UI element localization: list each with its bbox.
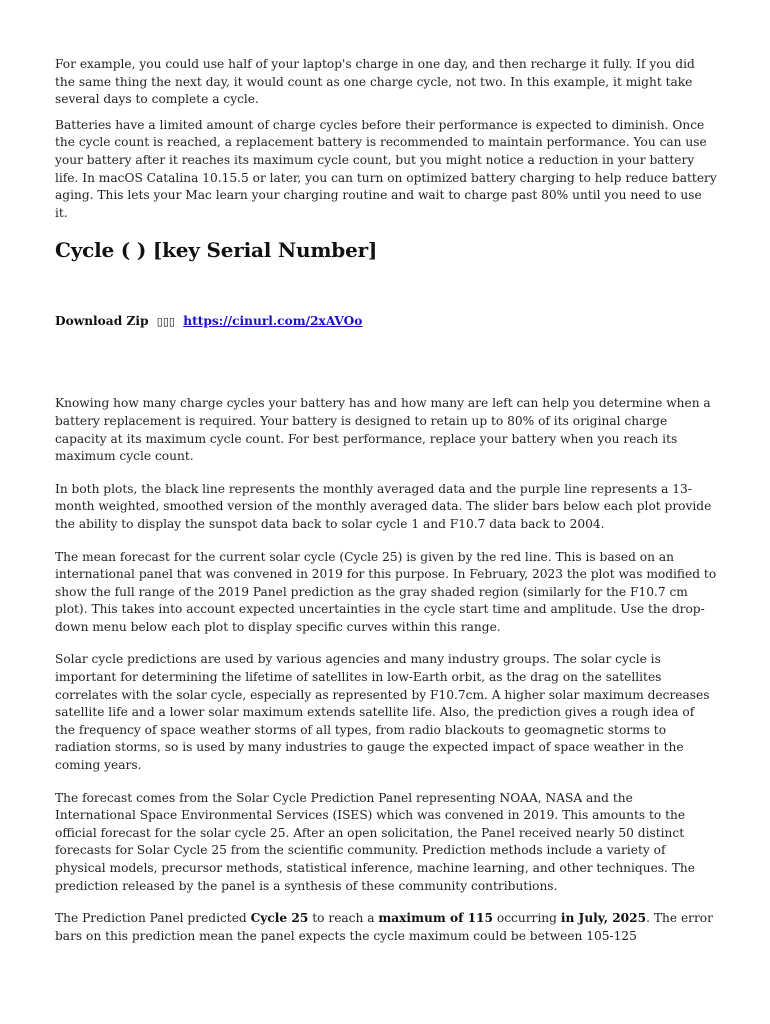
p6-text-2: to reach a	[308, 911, 379, 926]
body-paragraph-4: Solar cycle predictions are used by various agencies and many industry groups. The solar cycle is important for determining the lifetime of satellites in low-Earth orbit, as the drag on the satellites correlates with the solar cycle, especially as represented by F10.7cm. A higher solar maximum decreases satellite life and a lower solar maximum extends satellite life. Also, the prediction gives a rough idea of the frequency of space weather storms of all types, from radio blackouts to geomagnetic storms to radiation storms, so is used by many industries to gauge the expected impact of space weather in the coming years.	[55, 652, 710, 773]
p6-bold-cycle: Cycle 25	[250, 911, 309, 926]
missing-glyph-icon: ▯▯▯	[156, 315, 175, 329]
page-heading: Cycle ( ) [key Serial Number]	[55, 238, 378, 263]
body-paragraph-3: The mean forecast for the current solar cycle (Cycle 25) is given by the red line. This is based on an international panel that was convened in 2019 for this purpose. In February, 2023 the plot was modified to show the full range of the 2019 Panel prediction as the gray shaded region (similarly for the F10.7 cm plot). This takes into account expected uncertainties in the cycle start time and amplitude. Use the drop-down menu below each plot to display specific curves within this range.	[55, 549, 717, 634]
p6-bold-date: in July, 2025	[560, 911, 647, 926]
intro-paragraph-1: For example, you could use half of your laptop's charge in one day, and then recharge it fully. If you did the same thing the next day, it would count as one charge cycle, not two. In this example, it might take several days to complete a cycle.	[55, 57, 695, 107]
p6-bold-maximum: maximum of 115	[378, 911, 494, 926]
download-line	[55, 313, 717, 330]
body-paragraph-2: In both plots, the black line represents the monthly averaged data and the purple line represents a 13-month weighted, smoothed version of the monthly averaged data. The slider bars below each plot provide the ability to display the sunspot data back to solar cycle 1 and F10.7 data back to 2004.	[55, 481, 712, 531]
p6-text-3: occurring	[493, 911, 561, 926]
download-label: Download Zip	[55, 314, 149, 329]
download-link[interactable]: https://cinurl.com/2xAVOo	[183, 314, 363, 329]
body-paragraph-1: Knowing how many charge cycles your battery has and how many are left can help you determine when a battery replacement is required. Your battery is designed to retain up to 80% of its original charge capacity at its maximum cycle count. For best performance, replace your battery when you reach its maximum cycle count.	[55, 396, 711, 464]
intro-paragraph-2: Batteries have a limited amount of charge cycles before their performance is expected to diminish. Once the cycle count is reached, a replacement battery is recommended to maintain performance. You can use your battery after it reaches its maximum cycle count, but you might notice a reduction in your battery life. In macOS Catalina 10.15.5 or later, you can turn on optimized battery charging to help reduce battery aging. This lets your Mac learn your charging routine and wait to charge past 80% until you need to use it.	[55, 117, 717, 220]
document-page	[55, 56, 717, 960]
article-body	[55, 395, 717, 945]
body-paragraph-5: The forecast comes from the Solar Cycle Prediction Panel representing NOAA, NASA and the International Space Environmental Services (ISES) which was convened in 2019. This amounts to the official forecast for the solar cycle 25. After an open solicitation, the Panel received nearly 50 distinct forecasts for Solar Cycle 25 from the scientific community. Prediction methods include a variety of physical models, precursor methods, statistical inference, machine learning, and other techniques. The prediction released by the panel is a synthesis of these community contributions.	[55, 790, 695, 893]
p6-text-1: The Prediction Panel predicted	[55, 911, 251, 926]
body-paragraph-6	[55, 910, 717, 945]
p6-text-4: . The error bars on this prediction mean the panel expects the cycle maximum could be between 105-125	[55, 911, 713, 943]
